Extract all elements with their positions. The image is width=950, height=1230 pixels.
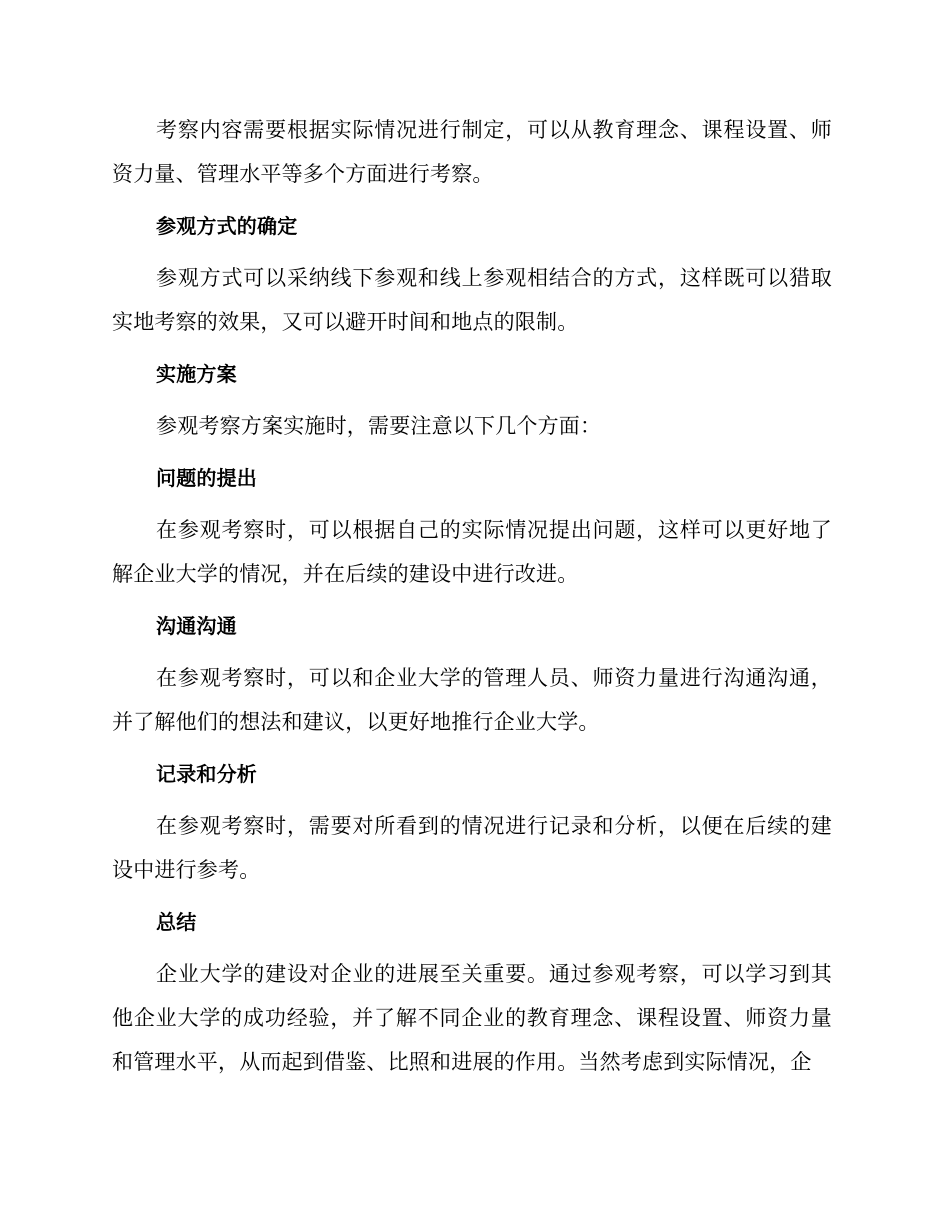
heading-summary: 总结 <box>156 910 197 934</box>
heading-raising-questions: 问题的提出 <box>156 466 257 490</box>
paragraph-implementation-plan: 参观考察方案实施时，需要注意以下几个方面： <box>156 414 602 438</box>
paragraph-record-analysis: 在参观考察时，需要对所看到的情况进行记录和分析，以便在后续的建设中进行参考。 <box>112 814 832 882</box>
paragraph-visit-method: 参观方式可以采纳线下参观和线上参观相结合的方式，这样既可以猎取实地考察的效果，又可以避开时间和地点的限制。 <box>112 266 832 334</box>
paragraph-inspection-content: 考察内容需要根据实际情况进行制定，可以从教育理念、课程设置、师资力量、管理水平等多个方面进行考察。 <box>112 118 832 186</box>
heading-record-analysis: 记录和分析 <box>156 762 257 786</box>
heading-communication: 沟通沟通 <box>156 614 237 638</box>
heading-implementation-plan: 实施方案 <box>156 362 237 386</box>
heading-visit-method: 参观方式的确定 <box>156 214 298 238</box>
paragraph-communication: 在参观考察时，可以和企业大学的管理人员、师资力量进行沟通沟通，并了解他们的想法和建议，以更好地推行企业大学。 <box>112 666 832 734</box>
document-body <box>112 108 832 1092</box>
paragraph-raising-questions: 在参观考察时，可以根据自己的实际情况提出问题，这样可以更好地了解企业大学的情况，并在后续的建设中进行改进。 <box>112 518 832 586</box>
paragraph-summary: 企业大学的建设对企业的进展至关重要。通过参观考察，可以学习到其他企业大学的成功经验，并了解不同企业的教育理念、课程设置、师资力量和管理水平，从而起到借鉴、比照和进展的作用。当然考虑到实际情况，企 <box>112 962 832 1074</box>
